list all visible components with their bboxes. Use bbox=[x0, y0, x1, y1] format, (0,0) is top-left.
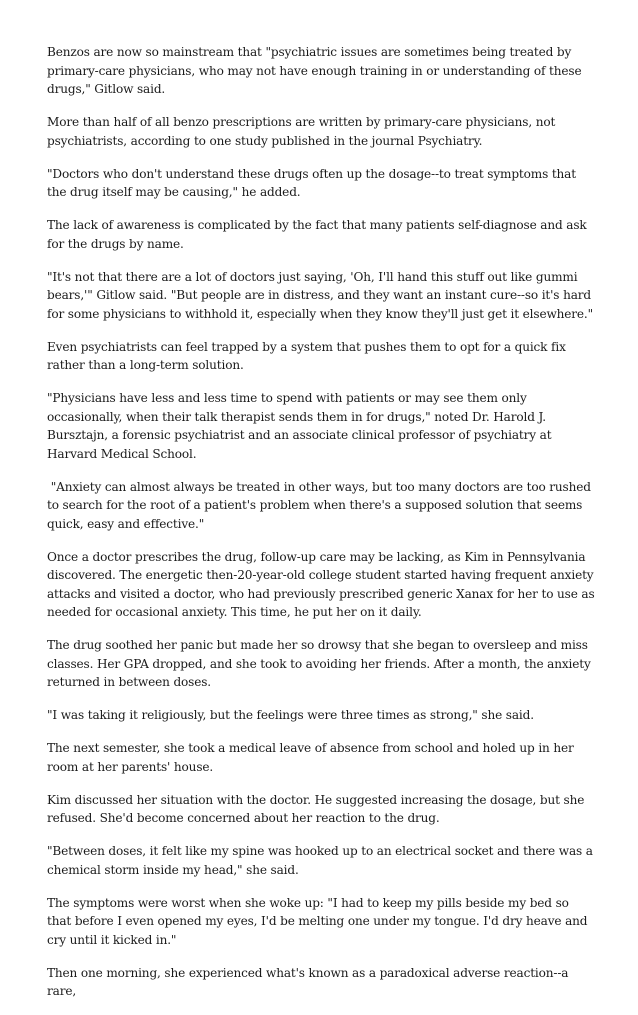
paragraph-11: "I was taking it religiously, but the feelings were three times as strong," she said. bbox=[47, 708, 534, 722]
paragraph-9: Once a doctor prescribes the drug, follow-up care may be lacking, as Kim in Pennsylvania discovered. The energetic then-20-year-old college student started having frequent anxiety attacks and visited a doctor, who had previously prescribed generic Xanax for her to use as needed for occasional anxiety. This time, he put her on it daily. bbox=[47, 549, 599, 619]
paragraph-6: Even psychiatrists can feel trapped by a system that pushes them to opt for a quick fix rather than a long-term solution. bbox=[47, 339, 570, 372]
paragraph-13: Kim discussed her situation with the doctor. He suggested increasing the dosage, but she refused. She'd become concerned about her reaction to the drug. bbox=[47, 792, 588, 825]
paragraph-15: The symptoms were worst when she woke up: "I had to keep my pills beside my bed so that before I even opened my eyes, I'd be melting one under my tongue. I'd dry heave and cry until it kicked in." bbox=[47, 895, 592, 947]
paragraph-5: "It's not that there are a lot of doctors just saying, 'Oh, I'll hand this stuff out like gummi bears,'" Gitlow said. "But people are in distress, and they want an instant cure--so it's hard for some physicians to withhold it, especially when they know they'll just get it elsewhere." bbox=[47, 269, 595, 321]
paragraph-7: "Physicians have less and less time to spend with patients or may see them only occasionally, when their talk therapist sends them in for drugs," noted Dr. Harold J. Bursztajn, a forensic psychiatrist and an associate clinical professor of psychiatry at Harvard Medical School. bbox=[47, 391, 556, 461]
paragraph-12: The next semester, she took a medical leave of absence from school and holed up in her room at her parents' house. bbox=[47, 741, 578, 774]
document-body bbox=[47, 43, 599, 1015]
paragraph-8: "Anxiety can almost always be treated in other ways, but too many doctors are too rushed to search for the root of a patient's problem when there's a supposed solution that seems quick, easy and effective." bbox=[47, 479, 595, 531]
paragraph-16: Then one morning, she experienced what's known as a paradoxical adverse reaction--a rare, bbox=[47, 965, 573, 998]
paragraph-4: The lack of awareness is complicated by the fact that many patients self-diagnose and ask for the drugs by name. bbox=[47, 218, 591, 251]
paragraph-3: "Doctors who don't understand these drugs often up the dosage--to treat symptoms that the drug itself may be causing," he added. bbox=[47, 166, 580, 199]
paragraph-2: More than half of all benzo prescriptions are written by primary-care physicians, not psychiatrists, according to one study published in the journal Psychiatry. bbox=[47, 115, 559, 148]
paragraph-1: Benzos are now so mainstream that "psychiatric issues are sometimes being treated by primary-care physicians, who may not have enough training in or understanding of these drugs," Gitlow said. bbox=[47, 45, 586, 96]
paragraph-10: The drug soothed her panic but made her so drowsy that she began to oversleep and miss classes. Her GPA dropped, and she took to avoiding her friends. After a month, the anxiety returned in between doses. bbox=[47, 638, 595, 689]
paragraph-14: "Between doses, it felt like my spine was hooked up to an electrical socket and there was a chemical storm inside my head," she said. bbox=[47, 844, 597, 877]
